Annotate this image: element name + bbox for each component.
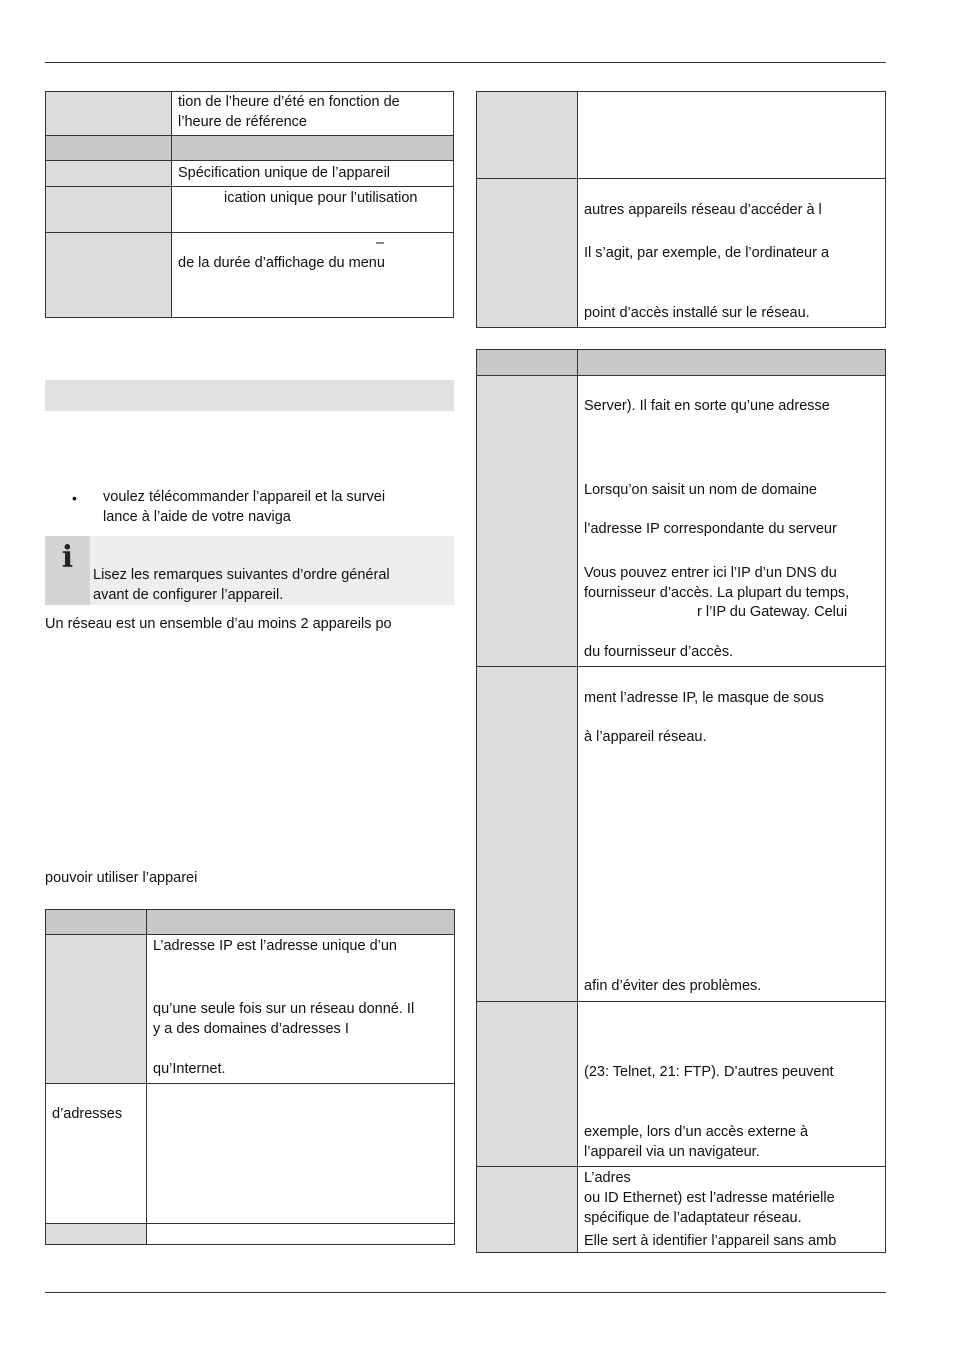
header-cell <box>477 350 578 376</box>
table-row <box>46 136 454 161</box>
table-row <box>477 667 886 1002</box>
table-text: Lorsqu’on saisit un nom de domaine <box>584 482 817 498</box>
table-text: qu’une seule fois sur un réseau donné. Il <box>153 1001 415 1017</box>
table-text: r l’IP du Gateway. Celui <box>697 604 848 620</box>
info-note <box>45 536 454 605</box>
table-header-row <box>46 910 455 935</box>
table-row <box>46 187 454 233</box>
table-text: Spécification unique de l’appareil <box>178 165 391 181</box>
right-main-table <box>476 349 886 1253</box>
row-label <box>46 92 172 136</box>
table-text: l’appareil via un navigateur. <box>584 1144 760 1160</box>
table-text: du fournisseur d’accès. <box>584 644 734 660</box>
row-label <box>477 179 578 328</box>
table-row <box>477 376 886 667</box>
bullet-marker: • <box>72 490 77 506</box>
table-text: l’adresse IP correspondante du serveur <box>584 521 837 537</box>
top-rule <box>45 62 886 63</box>
table-text: ment l’adresse IP, le masque de sous <box>584 690 824 706</box>
row-content <box>578 1002 886 1167</box>
table-row <box>477 1167 886 1253</box>
table-row <box>46 161 454 187</box>
table-row <box>477 92 886 179</box>
table-text: qu’Internet. <box>153 1061 226 1077</box>
table-text: afin d’éviter des problèmes. <box>584 978 762 994</box>
header-cell <box>46 910 147 935</box>
table-text: l’heure de référence <box>178 114 307 130</box>
table-row <box>477 179 886 328</box>
row-label <box>477 667 578 1002</box>
section-heading-band <box>45 380 454 411</box>
row-label <box>46 187 172 233</box>
row-content <box>578 376 886 667</box>
row-label <box>46 136 172 161</box>
table-row <box>46 1224 455 1245</box>
table-text: L’adresse IP est l’adresse unique d’un <box>153 938 397 954</box>
table-text: y a des domaines d’adresses I <box>153 1021 349 1037</box>
row-label <box>46 161 172 187</box>
row-content <box>172 92 454 136</box>
header-cell <box>147 910 455 935</box>
table-text: Elle sert à identifier l’appareil sans amb <box>584 1233 837 1249</box>
row-content <box>172 187 454 233</box>
row-label <box>46 1084 147 1224</box>
row-content <box>578 667 886 1002</box>
table-text: L’adres <box>584 1170 631 1186</box>
table-row <box>477 1002 886 1167</box>
table-text: de la durée d’affichage du menu <box>178 255 385 271</box>
bottom-rule <box>45 1292 886 1293</box>
table-text: spécifique de l’adaptateur réseau. <box>584 1210 802 1226</box>
row-content <box>172 161 454 187</box>
row-label <box>46 233 172 318</box>
table-text: Server). Il fait en sorte qu’une adresse <box>584 398 830 414</box>
row-label <box>477 376 578 667</box>
row-content <box>578 1167 886 1253</box>
header-cell <box>578 350 886 376</box>
table-text: tion de l’heure d’été en fonction de <box>178 94 400 110</box>
row-content <box>172 233 454 318</box>
table-text: Vous pouvez entrer ici l’IP d’un DNS du <box>584 565 837 581</box>
note-text: avant de configurer l’appareil. <box>93 587 284 603</box>
table-text: Il s’agit, par exemple, de l’ordinateur a <box>584 245 830 261</box>
body-paragraph: pouvoir utiliser l’apparei <box>45 870 198 886</box>
bullet-text: voulez télécommander l’appareil et la survei <box>103 489 386 505</box>
row-content <box>147 1084 455 1224</box>
note-text: Lisez les remarques suivantes d’ordre général <box>93 567 390 583</box>
table-text: autres appareils réseau d’accéder à l <box>584 202 822 218</box>
row-content <box>147 935 455 1084</box>
row-label <box>477 92 578 179</box>
row-content <box>578 92 886 179</box>
row-content <box>147 1224 455 1245</box>
top-left-table <box>45 91 454 318</box>
table-text: ication unique pour l’utilisation <box>224 190 418 206</box>
row-label <box>477 1002 578 1167</box>
table-text: fournisseur d’accès. La plupart du temps, <box>584 585 850 601</box>
row-label <box>46 935 147 1084</box>
table-header-row <box>477 350 886 376</box>
row-content <box>172 136 454 161</box>
table-row <box>46 92 454 136</box>
table-row <box>46 233 454 318</box>
table-text: (23: Telnet, 21: FTP). D’autres peuvent <box>584 1064 834 1080</box>
table-text: exemple, lors d’un accès externe à <box>584 1124 809 1140</box>
bottom-left-table <box>45 909 455 1245</box>
table-text: ou ID Ethernet) est l’adresse matérielle <box>584 1190 835 1206</box>
row-content <box>578 179 886 328</box>
table-text: point d’accès installé sur le réseau. <box>584 305 810 321</box>
table-row <box>46 935 455 1084</box>
table-text: d’adresses <box>52 1106 123 1122</box>
right-top-table <box>476 91 886 328</box>
body-paragraph: Un réseau est un ensemble d’au moins 2 appareils po <box>45 616 392 632</box>
bullet-text: lance à l’aide de votre naviga <box>103 509 291 525</box>
info-icon: i <box>45 536 90 605</box>
table-row <box>46 1084 455 1224</box>
table-text: à l’appareil réseau. <box>584 729 707 745</box>
row-label <box>477 1167 578 1253</box>
table-text: – <box>376 235 385 251</box>
row-label <box>46 1224 147 1245</box>
